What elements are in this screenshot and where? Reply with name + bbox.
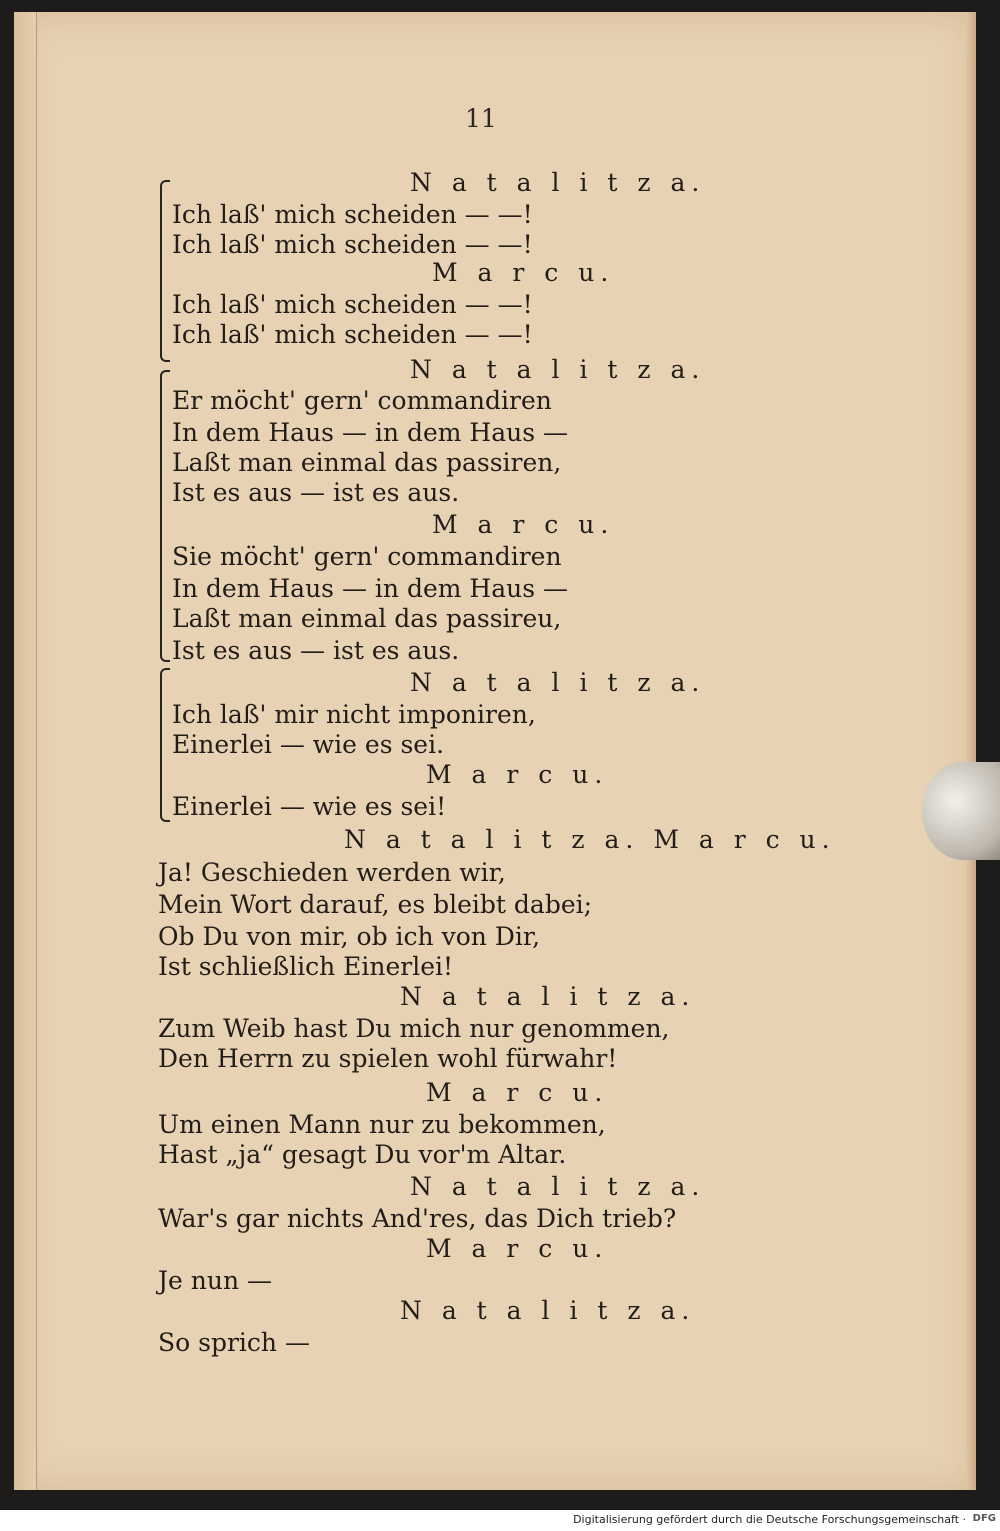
verse-line: Je nun — bbox=[158, 1266, 273, 1295]
verse-line: Er möcht' gern' commandiren bbox=[172, 386, 552, 415]
verse-line: Ist es aus — ist es aus. bbox=[172, 478, 460, 507]
verse-line: Um einen Mann nur zu bekommen, bbox=[158, 1110, 606, 1139]
page-right-edge bbox=[966, 12, 976, 1490]
speaker-name: N a t a l i t z a. M a r c u. bbox=[344, 825, 836, 854]
speaker-name: N a t a l i t z a. bbox=[410, 168, 706, 197]
verse-line: Zum Weib hast Du mich nur genommen, bbox=[158, 1014, 670, 1043]
speaker-name: M a r c u. bbox=[432, 258, 615, 287]
verse-line: Einerlei — wie es sei! bbox=[172, 792, 447, 821]
verse-line: In dem Haus — in dem Haus — bbox=[172, 418, 568, 447]
speaker-name: N a t a l i t z a. bbox=[400, 1296, 696, 1325]
verse-line: Laßt man einmal das passireu, bbox=[172, 604, 562, 633]
verse-line: Ich laß' mich scheiden — —! bbox=[172, 290, 533, 319]
speaker-name: N a t a l i t z a. bbox=[410, 668, 706, 697]
verse-line: Ich laß' mich scheiden — —! bbox=[172, 320, 533, 349]
bracket-2 bbox=[160, 370, 170, 662]
page-left-edge bbox=[14, 12, 37, 1490]
verse-line: Ich laß' mich scheiden — —! bbox=[172, 200, 533, 229]
verse-line: War's gar nichts And'res, das Dich trieb? bbox=[158, 1204, 677, 1233]
verse-line: Mein Wort darauf, es bleibt dabei; bbox=[158, 890, 593, 919]
speaker-name: M a r c u. bbox=[426, 760, 609, 789]
speaker-name: M a r c u. bbox=[426, 1234, 609, 1263]
verse-line: Den Herrn zu spielen wohl fürwahr! bbox=[158, 1044, 618, 1073]
verse-line: In dem Haus — in dem Haus — bbox=[172, 574, 568, 603]
verse-line: Ist schließlich Einerlei! bbox=[158, 952, 454, 981]
verse-line: Sie möcht' gern' commandiren bbox=[172, 542, 562, 571]
speaker-name: N a t a l i t z a. bbox=[410, 1172, 706, 1201]
bracket-1 bbox=[160, 180, 170, 362]
speaker-name: M a r c u. bbox=[426, 1078, 609, 1107]
verse-line: Ob Du von mir, ob ich von Dir, bbox=[158, 922, 541, 951]
verse-line: So sprich — bbox=[158, 1328, 310, 1357]
speaker-name: M a r c u. bbox=[432, 510, 615, 539]
verse-line: Einerlei — wie es sei. bbox=[172, 730, 445, 759]
verse-line: Ich laß' mich scheiden — —! bbox=[172, 230, 533, 259]
speaker-name: N a t a l i t z a. bbox=[400, 982, 696, 1011]
dfg-logo: DFG bbox=[972, 1513, 996, 1524]
verse-line: Ja! Geschieden werden wir, bbox=[158, 858, 506, 887]
verse-line: Hast „ja“ gesagt Du vor'm Altar. bbox=[158, 1140, 567, 1169]
page-number: 11 bbox=[465, 104, 497, 133]
speaker-name: N a t a l i t z a. bbox=[410, 355, 706, 384]
page-clip bbox=[922, 762, 1000, 860]
footer-bar bbox=[0, 1510, 1000, 1531]
verse-line: Ich laß' mir nicht imponiren, bbox=[172, 700, 536, 729]
footer-credit: Digitalisierung gefördert durch die Deutsche Forschungsgemeinschaft · bbox=[573, 1513, 966, 1526]
bracket-3 bbox=[160, 668, 170, 822]
verse-line: Ist es aus — ist es aus. bbox=[172, 636, 460, 665]
verse-line: Laßt man einmal das passiren, bbox=[172, 448, 562, 477]
